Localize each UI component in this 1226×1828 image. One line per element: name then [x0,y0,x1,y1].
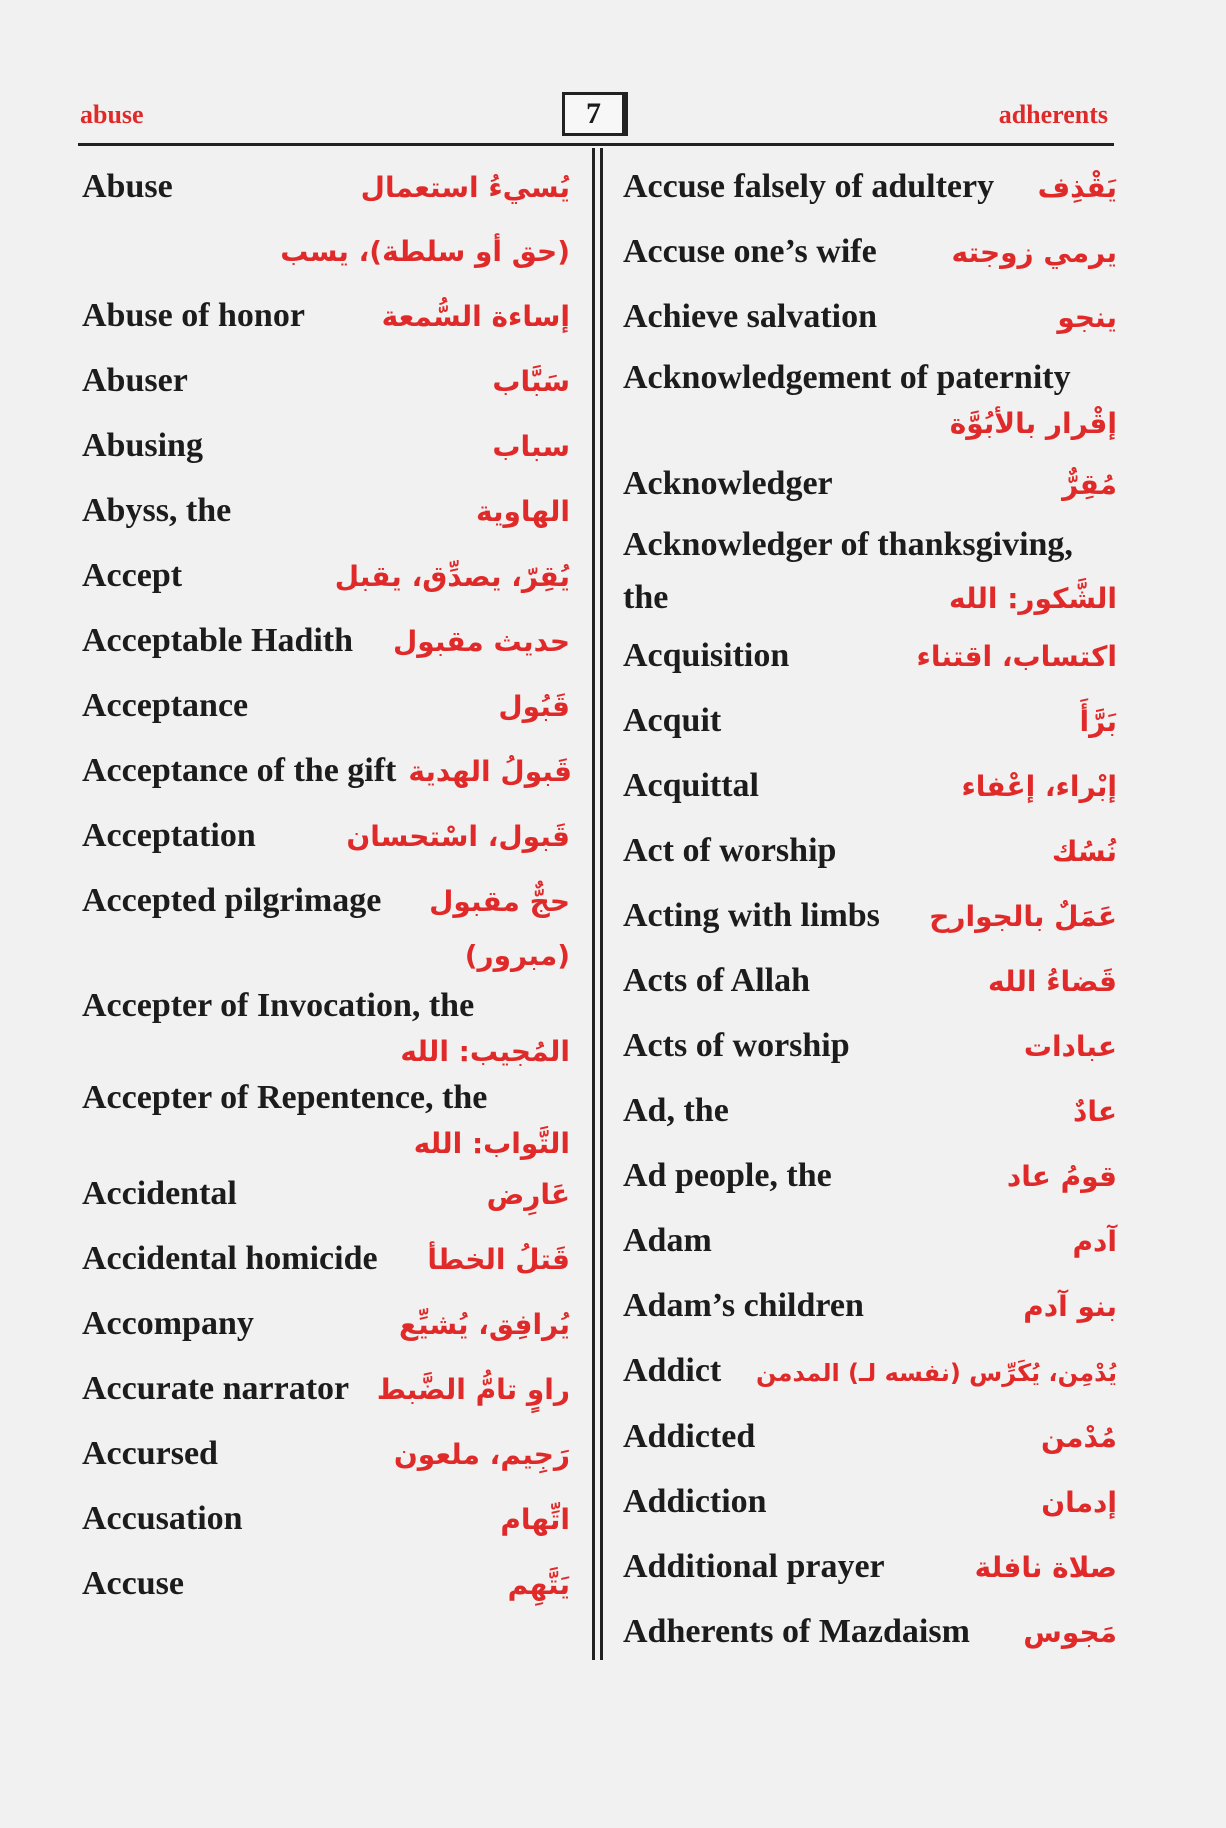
list-item [623,1405,1117,1470]
list-item [623,949,1117,1014]
list-item [623,624,1117,689]
list-item [82,1487,570,1552]
arabic-translation: مَجوس [1023,1616,1117,1649]
arabic-translation: الهاوية [475,495,570,528]
column-divider [600,148,603,1660]
arabic-translation: قَبول، اسْتحسان [346,820,570,853]
list-item [623,1014,1117,1079]
list-item [623,452,1117,517]
arabic-translation: (مبرور) [464,939,570,972]
list-item [82,978,570,1070]
list-item [623,1535,1117,1600]
english-term: Abyss, the [82,492,232,529]
page-number: 7 [562,92,628,136]
english-term: Acquit [623,702,722,739]
list-item [623,517,1117,624]
english-term: Accepter of Invocation, the [82,987,475,1024]
english-term: Ad people, the [623,1157,832,1194]
arabic-translation: راوٍ تامُّ الضَّبط [376,1373,570,1406]
arabic-translation: آدم [1072,1225,1117,1258]
english-term: Accuse one’s wife [623,233,877,270]
list-item [82,349,570,414]
arabic-translation: عادٌ [1072,1095,1117,1128]
arabic-translation: يُرافِق، يُشيِّع [398,1308,570,1341]
arabic-translation: عبادات [1023,1030,1117,1063]
arabic-translation: صلاة نافلة [974,1551,1117,1584]
english-term: Acceptation [82,817,256,854]
list-item [623,155,1117,220]
arabic-translation: مُقِرٌّ [1062,468,1117,501]
english-term: Acknowledger of thanksgiving, [623,526,1073,563]
english-term: Acknowledger [623,465,833,502]
arabic-translation: يُقِرّ، يصدِّق، يقبل [334,560,570,593]
english-term: Acts of worship [623,1027,850,1064]
arabic-translation: يَقْذِف [1037,171,1117,204]
list-item [82,414,570,479]
list-item [82,1162,570,1227]
arabic-translation: مُدْمن [1040,1421,1117,1454]
english-term: Acquisition [623,637,790,674]
english-term: Addicted [623,1418,756,1455]
running-head-first-word: abuse [80,100,144,129]
arabic-translation: قَبُول [498,690,570,723]
english-term: Acts of Allah [623,962,810,999]
list-item [82,284,570,349]
list-item [82,479,570,544]
english-term: Acceptance of the gift [82,752,397,789]
english-term: Accepter of Repentence, the [82,1079,488,1116]
header-rule [78,143,1114,146]
column-divider [592,148,595,1660]
english-term: Abusing [82,427,203,464]
list-item [623,285,1117,350]
english-term: Adam’s children [623,1287,864,1324]
english-term: Accusation [82,1500,243,1537]
list-item [623,350,1117,442]
list-item [623,884,1117,949]
english-term: Adam [623,1222,712,1259]
arabic-translation: إساءة السُّمعة [381,300,570,333]
entry-continuation [623,573,1117,624]
arabic-translation: يُدْمِن، يُكَرِّس (نفسه لـ) المدمن [756,1359,1117,1387]
list-item [623,754,1117,819]
english-term: Accuse [82,1565,184,1602]
english-term: Abuse of honor [82,297,305,334]
arabic-translation: بَرَّأَ [1079,705,1117,738]
english-term: Accidental homicide [82,1240,378,1277]
english-term: Accompany [82,1305,254,1342]
arabic-translation: قومُ عاد [1006,1160,1117,1193]
list-item [623,689,1117,754]
arabic-translation: إدمان [1041,1486,1117,1519]
list-item [82,1227,570,1292]
arabic-translation: (حق أو سلطة)، يسب [280,235,570,268]
english-term: Addict [623,1352,722,1389]
arabic-translation: سباب [492,430,570,463]
list-item [82,869,570,934]
arabic-translation: الشَّكور: الله [948,582,1117,615]
list-item [623,819,1117,884]
english-term: Accepted pilgrimage [82,882,382,919]
arabic-translation: حديث مقبول [392,625,570,658]
english-term: Accidental [82,1175,237,1212]
english-term: Addiction [623,1483,767,1520]
english-term: Abuse [82,168,173,205]
english-term: Accurate narrator [82,1370,350,1407]
arabic-translation: عَارِض [486,1178,570,1211]
arabic-translation: قَبولُ الهدية [408,755,573,788]
arabic-translation: التَّواب: الله [413,1127,570,1160]
arabic-translation: يُسيءُ استعمال [360,171,570,204]
list-item [82,674,570,739]
list-item [82,220,570,284]
english-term: Adherents of Mazdaism [623,1613,970,1650]
english-term: Acknowledgement of paternity [623,359,1071,396]
arabic-translation: حجٌّ مقبول [429,885,570,918]
list-item [623,1209,1117,1274]
english-term: Accursed [82,1435,218,1472]
arabic-translation: يرمي زوجته [951,236,1117,269]
list-item [82,1422,570,1487]
list-item [82,739,573,804]
list-item [623,1144,1117,1209]
arabic-translation: إبْراء، إعْفاء [961,770,1117,803]
english-term: Acceptable Hadith [82,622,354,659]
list-item [82,544,570,609]
english-term: Acquittal [623,767,759,804]
arabic-translation: قَتلُ الخطأ [427,1243,570,1276]
list-item [623,1274,1117,1339]
arabic-translation: يَتَّهِم [507,1568,570,1601]
arabic-translation: قَضاءُ الله [987,965,1117,998]
arabic-translation: بنو آدم [1023,1290,1117,1323]
english-term: Additional prayer [623,1548,885,1585]
arabic-translation: رَجِيم، ملعون [393,1438,570,1471]
english-term: Ad, the [623,1092,729,1129]
list-item [82,609,570,674]
english-term: Acting with limbs [623,897,880,934]
list-item [82,1070,570,1162]
arabic-translation: اتِّهام [500,1503,570,1536]
english-term: Accept [82,557,183,594]
english-term: Abuser [82,362,188,399]
list-item [623,1600,1117,1665]
arabic-translation: ينجو [1057,301,1117,334]
list-item [82,1552,570,1617]
list-item [623,1470,1117,1535]
english-term: Accuse falsely of adultery [623,168,995,205]
list-item [82,804,570,869]
arabic-translation: نُسُك [1051,835,1117,868]
arabic-translation: سَبَّاب [492,365,570,398]
list-item [623,1079,1117,1144]
running-head-last-word: adherents [998,100,1108,129]
list-item [623,1339,1117,1405]
left-column [82,155,573,1617]
arabic-translation: عَمَلٌ بالجوارح [929,900,1117,933]
list-item [82,934,570,978]
arabic-translation: المُجيب: الله [400,1035,570,1068]
arabic-translation: إقْرار بالأبُوَّة [949,407,1117,440]
english-term-continuation: the [623,579,669,616]
list-item [82,1357,570,1422]
right-column [623,155,1117,1665]
english-term: Achieve salvation [623,298,878,335]
english-term: Acceptance [82,687,249,724]
arabic-translation: اكتساب، اقتناء [916,640,1117,673]
list-item [82,1292,570,1357]
list-item [623,220,1117,285]
list-item [82,155,570,220]
english-term: Act of worship [623,832,837,869]
